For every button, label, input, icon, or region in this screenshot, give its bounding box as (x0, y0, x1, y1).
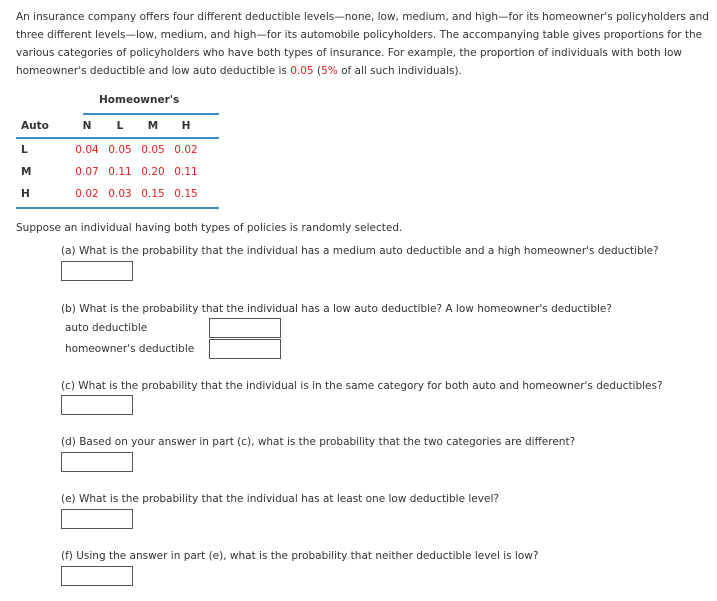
intro-text-end: of all such individuals). (337, 65, 462, 77)
table-cell: 0.02 (174, 144, 198, 156)
question-c: (c) What is the probability that the individual is in the same category for both auto and homeowner's deductibles? (61, 380, 663, 392)
homeowner-deductible-label: homeowner's deductible (65, 343, 195, 355)
table-cell: 0.15 (141, 188, 165, 200)
table-cell: 0.03 (108, 188, 132, 200)
table-cell: 0.20 (141, 166, 165, 178)
answer-a-input[interactable] (61, 261, 133, 281)
table-cell: 0.02 (75, 188, 99, 200)
column-header-m: M (147, 120, 159, 132)
answer-e-input[interactable] (61, 509, 133, 529)
auto-header: Auto (21, 120, 49, 132)
question-e: (e) What is the probability that the individual has at least one low deductible level? (61, 493, 499, 505)
problem-intro (16, 8, 711, 80)
question-a: (a) What is the probability that the individual has a medium auto deductible and a high homeowner's deductible? (61, 245, 659, 257)
answer-c-input[interactable] (61, 395, 133, 415)
selection-prompt: Suppose an individual having both types of policies is randomly selected. (16, 222, 403, 234)
table-cell: 0.11 (108, 166, 132, 178)
intro-paren: ( (313, 65, 322, 77)
intro-text: An insurance company offers four different deductible levels—none, low, medium, and high—for its homeowner's policyholders and three different levels—low, medium, and high—for its automobile policyholders. The accompanying table gives proportions for the various categories of policyholders who have both types of insurance. For example, the proportion of individuals with both low homeowner's deductible and low auto deductible is (16, 11, 709, 77)
table-cell: 0.05 (108, 144, 132, 156)
example-proportion: 0.05 (290, 65, 314, 77)
question-b: (b) What is the probability that the individual has a low auto deductible? A low homeowner's deductible? (61, 303, 612, 315)
question-d: (d) Based on your answer in part (c), what is the probability that the two categories are different? (61, 436, 576, 448)
example-percent: 5% (321, 65, 338, 77)
row-header-m: M (21, 166, 32, 178)
answer-f-input[interactable] (61, 566, 133, 586)
proportions-table (16, 93, 206, 209)
answer-d-input[interactable] (61, 452, 133, 472)
answer-b-home-input[interactable] (209, 339, 281, 359)
table-cell: 0.04 (75, 144, 99, 156)
table-cell: 0.15 (174, 188, 198, 200)
table-cell: 0.11 (174, 166, 198, 178)
table-cell: 0.05 (141, 144, 165, 156)
row-header-h: H (21, 188, 30, 200)
column-header-h: H (181, 120, 191, 132)
table-rule-top (83, 113, 219, 115)
homeowner-header: Homeowner's (99, 94, 180, 106)
question-f: (f) Using the answer in part (e), what is the probability that neither deductible level is low? (61, 550, 539, 562)
table-rule-header (16, 137, 219, 139)
auto-deductible-label: auto deductible (65, 322, 148, 334)
table-cell: 0.07 (75, 166, 99, 178)
table-rule-bottom (16, 207, 219, 209)
answer-b-auto-input[interactable] (209, 318, 281, 338)
column-header-l: L (116, 120, 124, 132)
column-header-n: N (82, 120, 92, 132)
row-header-l: L (21, 144, 28, 156)
